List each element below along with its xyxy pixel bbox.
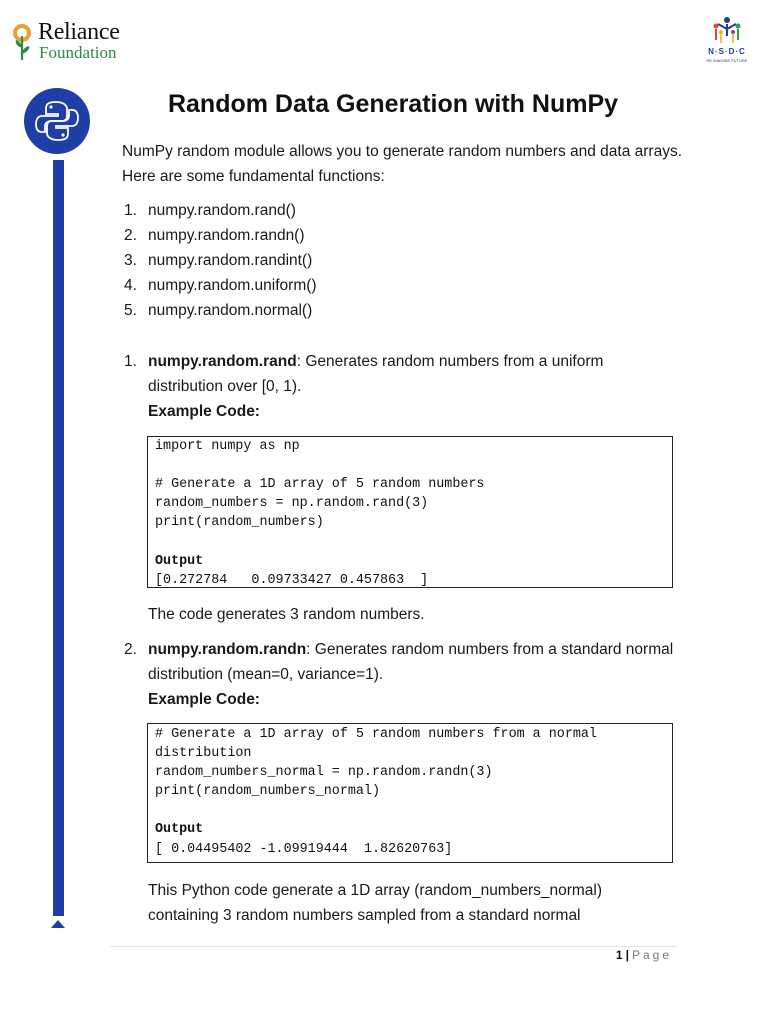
output-value: [ 0.04495402 -1.09919444 1.82620763] [155, 841, 453, 857]
code-line [155, 456, 665, 475]
example-code-label: Example Code: [148, 691, 260, 708]
example-code-label: Example Code: [148, 403, 260, 420]
list-item: 1. numpy.random.rand() [124, 202, 296, 219]
code-block [147, 436, 673, 588]
page-number: 1 [615, 948, 623, 962]
code-line: random_numbers_normal = np.random.randn(3) [155, 765, 493, 781]
left-rail-bar [53, 160, 64, 916]
page-label: Page [631, 948, 672, 962]
section-note: The code generates 3 random numbers. [148, 606, 425, 623]
section-note: This Python code generate a 1D array (random_numbers_normal) containing 3 random numbers sampled from a standard normal [148, 882, 603, 924]
code-line [155, 532, 665, 551]
section-rand [124, 349, 674, 399]
reliance-emblem-icon [10, 22, 36, 62]
section-number: 2. [124, 641, 137, 658]
code-line: # Generate a 1D array of 5 random numbers [155, 477, 485, 493]
code-block [147, 723, 673, 863]
code-line: print(random_numbers_normal) [155, 784, 380, 800]
page-title: Random Data Generation with NumPy [167, 90, 619, 118]
nsdc-tagline: RE IMAGINE FUTURE [706, 58, 748, 63]
list-item: 3. numpy.random.randint() [124, 252, 313, 269]
output-label: Output [155, 553, 204, 569]
logo-name: Reliance [38, 19, 120, 45]
output-label: Output [155, 822, 204, 838]
list-item: 2. numpy.random.randn() [124, 227, 305, 244]
function-name: numpy.random.rand [148, 353, 297, 370]
section-randn [124, 637, 674, 687]
intro-paragraph: NumPy random module allows you to generate random numbers and data arrays. Here are some fundamental functions: [122, 143, 683, 185]
function-name: numpy.random.randn [148, 641, 307, 658]
footer-divider [110, 946, 676, 947]
code-line: # Generate a 1D array of 5 random numbers from a normal [155, 727, 597, 742]
python-icon [24, 88, 90, 154]
nsdc-logo [698, 16, 756, 68]
section-description: numpy.random.rand: Generates random numbers from a uniform distribution over [0, 1). [148, 353, 604, 395]
code-line: distribution [155, 746, 252, 762]
reliance-foundation-logo [10, 18, 140, 64]
section-description: numpy.random.randn: Generates random numbers from a standard normal distribution (mean=0, variance=1). [148, 641, 674, 683]
list-item: 5. numpy.random.normal() [124, 302, 313, 319]
page-footer [560, 948, 672, 962]
code-line: print(random_numbers) [155, 515, 324, 531]
python-badge [24, 88, 90, 154]
rail-arrow-icon [51, 920, 65, 928]
list-item: 4. numpy.random.uniform() [124, 277, 317, 294]
section-number: 1. [124, 353, 137, 370]
code-line: random_numbers = np.random.rand(3) [155, 496, 429, 512]
nsdc-name: N·S·D·C [708, 47, 746, 56]
code-line: import numpy as np [155, 439, 300, 454]
logo-sub: Foundation [39, 43, 117, 62]
footer-separator: | [625, 948, 629, 962]
output-value: [0.272784 0.09733427 0.457863 ] [155, 572, 429, 588]
people-figures-icon [710, 16, 744, 46]
code-line [155, 801, 665, 820]
